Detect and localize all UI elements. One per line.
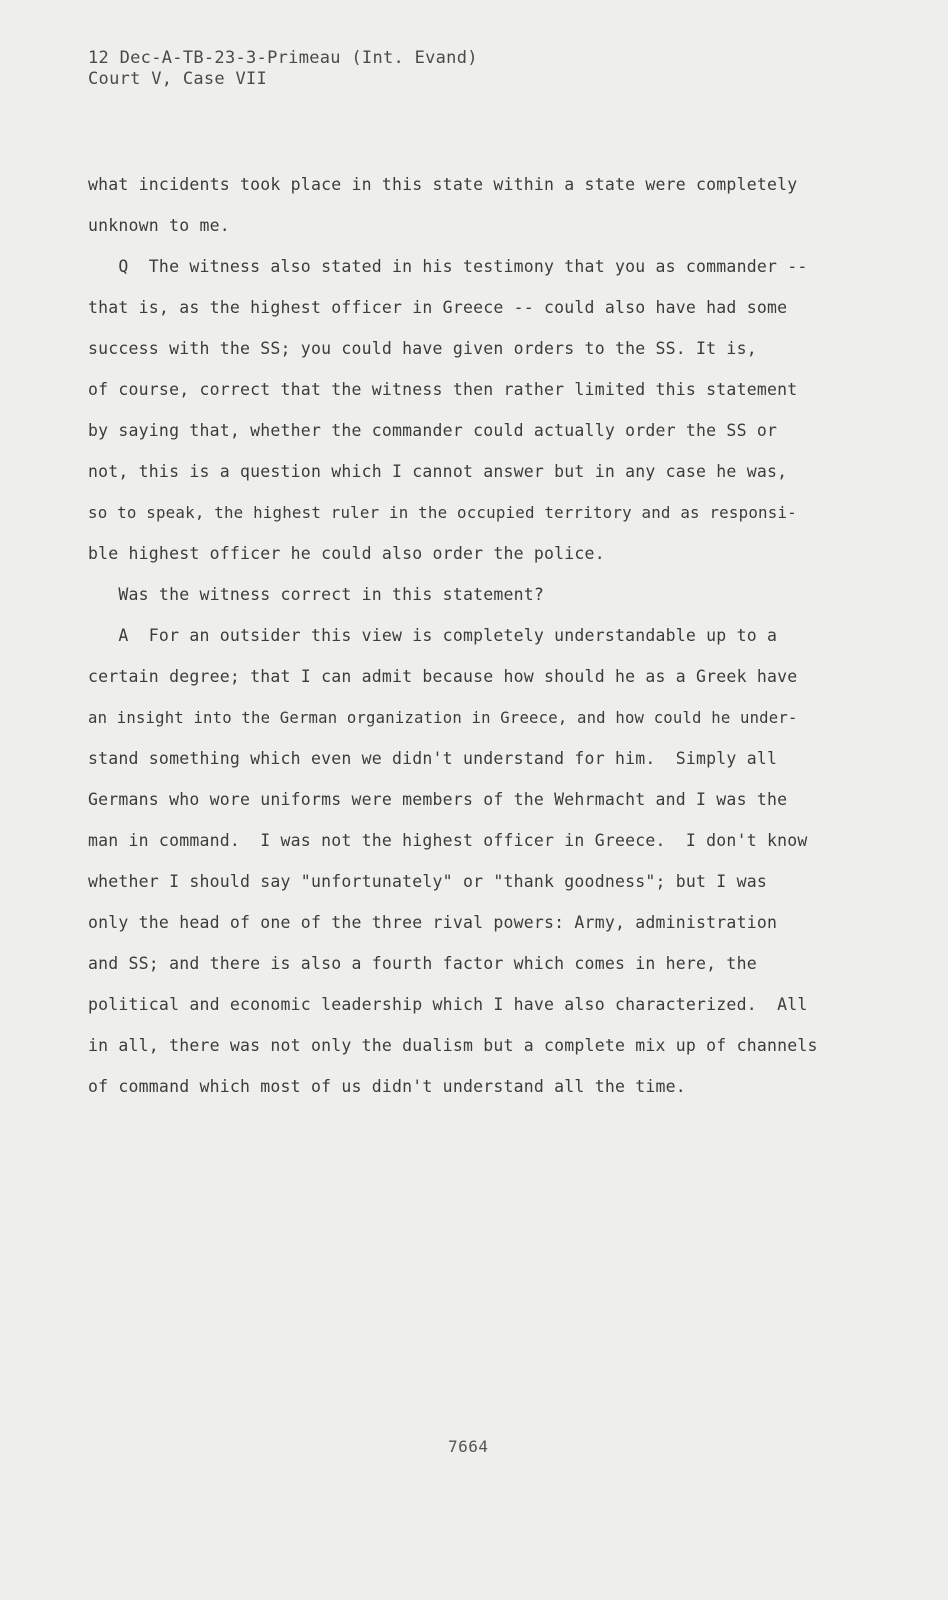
transcript-line: certain degree; that I can admit because how should he as a Greek have: [88, 667, 798, 686]
transcript-line: man in command. I was not the highest officer in Greece. I don't know: [88, 831, 808, 850]
transcript-line: ble highest officer he could also order the police.: [88, 544, 605, 563]
transcript-line: unknown to me.: [88, 216, 230, 235]
transcript-line: success with the SS; you could have given orders to the SS. It is,: [88, 339, 757, 358]
transcript-line: what incidents took place in this state within a state were completely: [88, 175, 798, 194]
transcript-line: and SS; and there is also a fourth factor which comes in here, the: [88, 954, 757, 973]
transcript-line: that is, as the highest officer in Greece -- could also have had some: [88, 298, 788, 317]
transcript-line: stand something which even we didn't understand for him. Simply all: [88, 749, 778, 768]
transcript-line: Germans who wore uniforms were members of the Wehrmacht and I was the: [88, 790, 788, 809]
transcript-line: only the head of one of the three rival powers: Army, administration: [88, 913, 778, 932]
transcript-line: in all, there was not only the dualism but a complete mix up of channels: [88, 1036, 818, 1055]
transcript-line: A For an outsider this view is completely understandable up to a: [88, 626, 778, 645]
transcript-line: so to speak, the highest ruler in the occupied territory and as responsi-: [88, 503, 797, 522]
document-header: [88, 48, 478, 90]
page-number: 7664: [448, 1437, 489, 1456]
transcript-line: political and economic leadership which I have also characterized. All: [88, 995, 808, 1014]
header-court-line: Court V, Case VII: [88, 69, 268, 89]
transcript-line: not, this is a question which I cannot answer but in any case he was,: [88, 462, 788, 481]
transcript-line: an insight into the German organization in Greece, and how could he under-: [88, 709, 798, 727]
transcript-line: Q The witness also stated in his testimony that you as commander --: [88, 257, 808, 276]
transcript-line: of course, correct that the witness then rather limited this statement: [88, 380, 798, 399]
transcript-line: of command which most of us didn't understand all the time.: [88, 1077, 686, 1096]
transcript-line: whether I should say "unfortunately" or "thank goodness"; but I was: [88, 872, 767, 891]
header-reference-line: 12 Dec-A-TB-23-3-Primeau (Int. Evand): [88, 48, 478, 68]
transcript-line: by saying that, whether the commander could actually order the SS or: [88, 421, 778, 440]
transcript-line: Was the witness correct in this statement?: [88, 585, 545, 604]
